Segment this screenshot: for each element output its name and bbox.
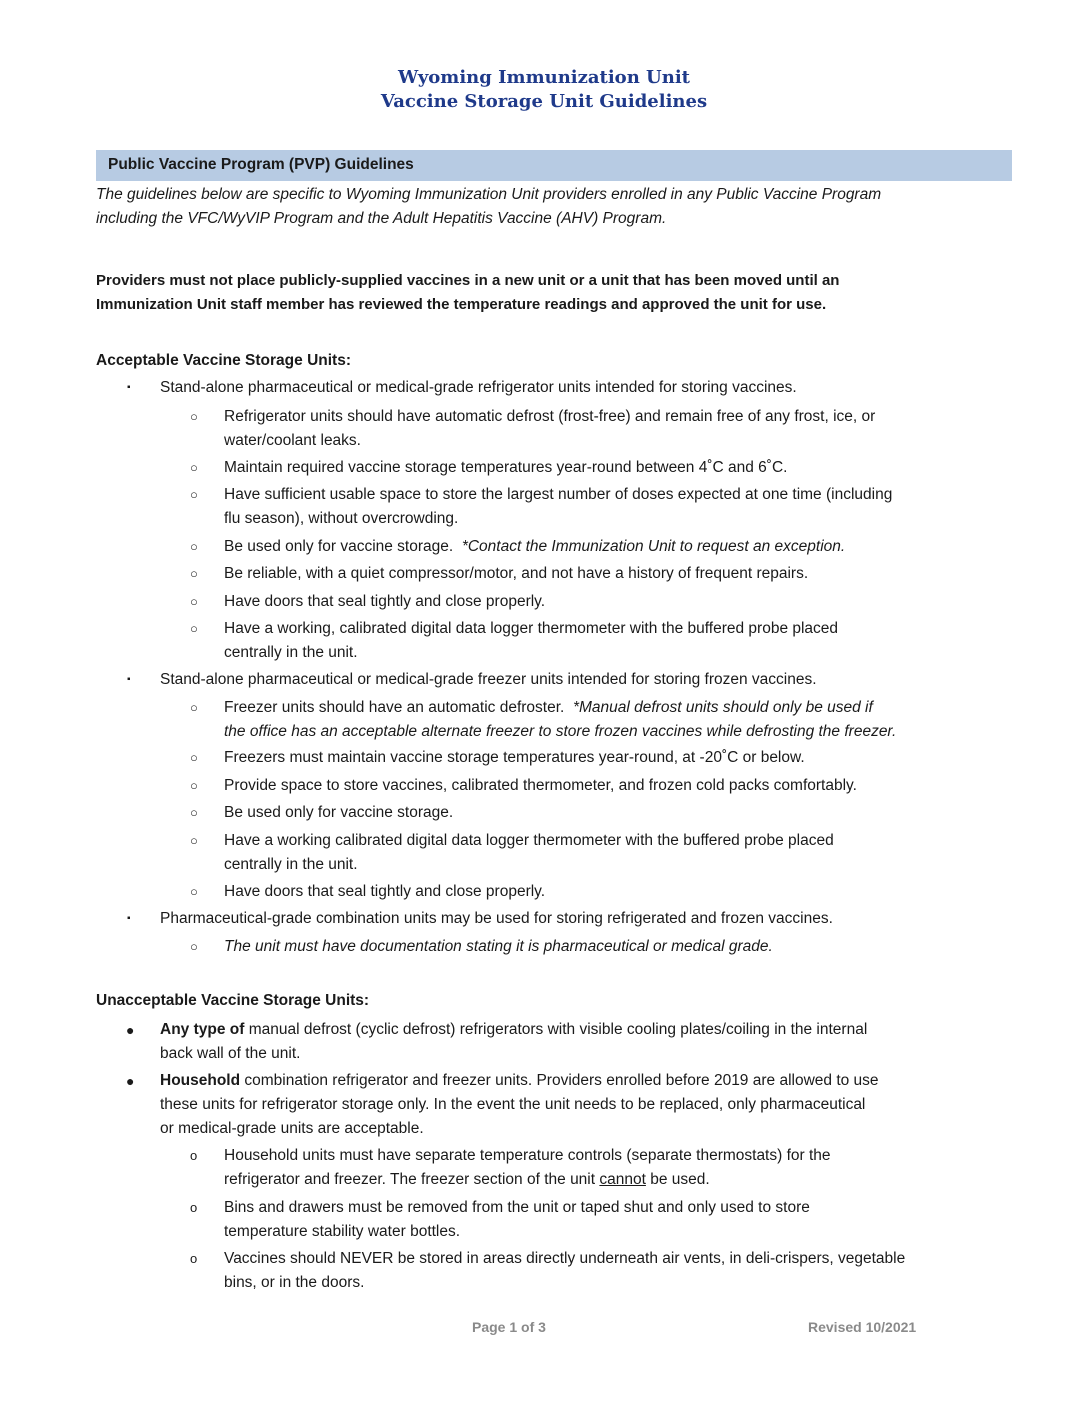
circle-bullet-icon: ○ — [190, 750, 198, 765]
exception-note: *Contact the Immunization Unit to request an exception. — [461, 538, 846, 555]
list-item: Be used only for vaccine storage. — [224, 804, 454, 821]
intro-line: The guidelines below are specific to Wyoming Immunization Unit providers enrolled in any Public Vaccine Program — [96, 186, 882, 203]
freezer-bullet: Stand-alone pharmaceutical or medical-grade freezer units intended for storing frozen vaccines. — [160, 671, 817, 688]
list-item: Freezer units should have an automatic defroster. *Manual defrost units should only be used if the office has an acceptable alternate freezer to store frozen vaccines while defrosting the freezer. — [224, 699, 897, 740]
dot-bullet-icon: ● — [126, 1073, 135, 1089]
page-number: Page 1 of 3 — [472, 1319, 546, 1335]
circle-bullet-icon: ○ — [190, 833, 198, 848]
list-item: Have a working, calibrated digital data logger thermometer with the buffered probe placed centrally in the unit. — [224, 620, 839, 661]
square-bullet-icon: ▪ — [127, 913, 131, 924]
warning-line: Immunization Unit staff member has reviewed the temperature readings and approved the unit for use. — [96, 296, 827, 313]
circle-bullet-icon: ○ — [190, 805, 198, 820]
list-item: Be used only for vaccine storage. *Contact the Immunization Unit to request an exception. — [224, 538, 846, 555]
circle-bullet-icon: ○ — [190, 409, 198, 424]
circle-bullet-icon: ○ — [190, 487, 198, 502]
ring-bullet-icon: o — [190, 1251, 198, 1266]
list-item: Have doors that seal tightly and close properly. — [224, 593, 546, 610]
list-item: Bins and drawers must be removed from the unit or taped shut and only used to store temperature stability water bottles. — [224, 1199, 810, 1240]
cannot-emphasis: cannot — [599, 1171, 646, 1188]
list-item: Be reliable, with a quiet compressor/motor, and not have a history of frequent repairs. — [224, 565, 809, 582]
circle-bullet-icon: ○ — [190, 566, 198, 581]
square-bullet-icon: ▪ — [127, 382, 131, 393]
list-item: Have sufficient usable space to store the largest number of doses expected at one time (including flu season), without overcrowding. — [224, 486, 893, 527]
list-item: The unit must have documentation stating it is pharmaceutical or medical grade. — [224, 938, 773, 955]
unacceptable-heading: Unacceptable Vaccine Storage Units: — [96, 992, 370, 1009]
revision-date: Revised 10/2021 — [808, 1319, 917, 1335]
circle-bullet-icon: ○ — [190, 884, 198, 899]
dot-bullet-icon: ● — [126, 1022, 135, 1038]
circle-bullet-icon: ○ — [190, 539, 198, 554]
circle-bullet-icon: ○ — [190, 621, 198, 636]
circle-bullet-icon: ○ — [190, 700, 198, 715]
document-subtitle: Vaccine Storage Unit Guidelines — [380, 91, 708, 112]
list-item: Household units must have separate temperature controls (separate thermostats) for the refrigerator and freezer. The freezer section of the unit cannot be used. — [224, 1147, 831, 1188]
square-bullet-icon: ▪ — [127, 674, 131, 685]
warning-line: Providers must not place publicly-supplied vaccines in a new unit or a unit that has been moved until an — [96, 272, 840, 289]
acceptable-heading: Acceptable Vaccine Storage Units: — [96, 352, 351, 369]
section-title: Public Vaccine Program (PVP) Guidelines — [108, 156, 414, 173]
circle-bullet-icon: ○ — [190, 939, 198, 954]
circle-bullet-icon: ○ — [190, 460, 198, 475]
circle-bullet-icon: ○ — [190, 594, 198, 609]
intro-paragraph — [96, 183, 992, 231]
ring-bullet-icon: o — [190, 1200, 198, 1215]
list-item: Have a working calibrated digital data logger thermometer with the buffered probe placed centrally in the unit. — [224, 832, 834, 873]
list-item: Provide space to store vaccines, calibrated thermometer, and frozen cold packs comfortably. — [224, 777, 857, 794]
intro-line: including the VFC/WyVIP Program and the Adult Hepatitis Vaccine (AHV) Program. — [96, 210, 667, 227]
list-item: Have doors that seal tightly and close properly. — [224, 883, 546, 900]
circle-bullet-icon: ○ — [190, 778, 198, 793]
list-item: Maintain required vaccine storage temperatures year-round between 4˚C and 6˚C. — [224, 459, 788, 476]
refrigerator-bullet: Stand-alone pharmaceutical or medical-grade refrigerator units intended for storing vaccines. — [160, 379, 797, 396]
manual-defrost-bullet: Any type of manual defrost (cyclic defrost) refrigerators with visible cooling plates/coiling in the internal back wall of the unit. — [160, 1021, 868, 1062]
section-header-bar — [96, 150, 1012, 181]
household-bullet: Household combination refrigerator and freezer units. Providers enrolled before 2019 are allowed to use these units for refrigerator storage only. In the event the unit needs to be replaced, only pharmaceutical or medical-grade units are acceptable. — [160, 1072, 879, 1137]
list-item: Refrigerator units should have automatic defrost (frost-free) and remain free of any frost, ice, or water/coolant leaks. — [224, 408, 876, 449]
combination-bullet: Pharmaceutical-grade combination units may be used for storing refrigerated and frozen vaccines. — [160, 910, 833, 927]
list-item: Freezers must maintain vaccine storage temperatures year-round, at -20˚C or below. — [224, 749, 805, 766]
ring-bullet-icon: o — [190, 1148, 198, 1163]
list-item: Vaccines should NEVER be stored in areas directly underneath air vents, in deli-crispers, vegetable bins, or in the doors. — [224, 1250, 906, 1291]
warning-paragraph — [96, 269, 992, 317]
document-title: Wyoming Immunization Unit — [398, 67, 690, 88]
